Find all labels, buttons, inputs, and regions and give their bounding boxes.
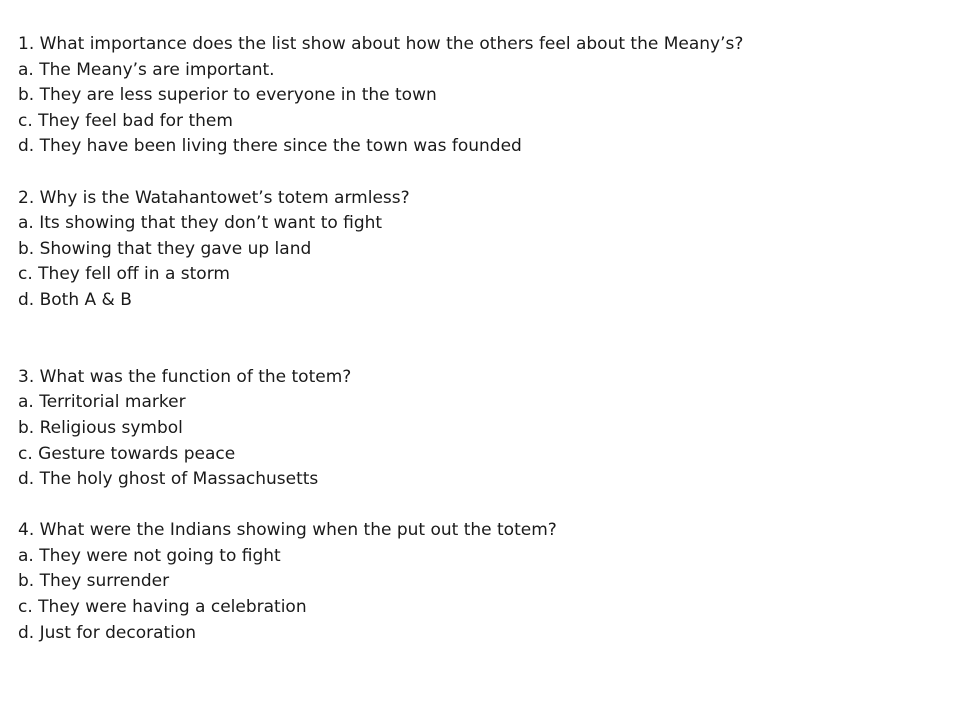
question-block-3 [18,365,948,493]
spacer [18,314,948,365]
answer-option: d. The holy ghost of Massachusetts [18,469,319,490]
answer-option: c. Gesture towards peace [18,443,236,464]
answer-option: b. Showing that they gave up land [18,238,312,259]
answer-option: c. They fell off in a storm [18,264,230,285]
answer-option: d. Just for decoration [18,622,197,643]
answer-option: b. They are less superior to everyone in the town [18,85,437,106]
question-text: 1. What importance does the list show about how the others feel about the Meany’s? [18,34,744,54]
spacer [18,160,948,186]
question-text: 4. What were the Indians showing when the put out the totem? [18,520,557,541]
question-block-2 [18,186,948,314]
answer-option: c. They feel bad for them [18,110,233,131]
answer-option: d. They have been living there since the town was founded [18,136,522,157]
spacer [18,493,948,519]
quiz-slide [18,32,948,646]
question-text: 3. What was the function of the totem? [18,366,352,387]
answer-option: a. They were not going to fight [18,545,281,566]
answer-option: b. Religious symbol [18,417,183,438]
question-text: 2. Why is the Watahantowet’s totem armless? [18,187,410,208]
answer-option: a. Its showing that they don’t want to fight [18,213,383,234]
answer-option: c. They were having a celebration [18,597,307,618]
question-block-1 [18,32,948,160]
question-block-4 [18,518,948,646]
answer-option: b. They surrender [18,571,170,592]
answer-option: d. Both A & B [18,289,132,310]
answer-option: a. Territorial marker [18,392,186,413]
answer-option: a. The Meany’s are important. [18,59,275,80]
